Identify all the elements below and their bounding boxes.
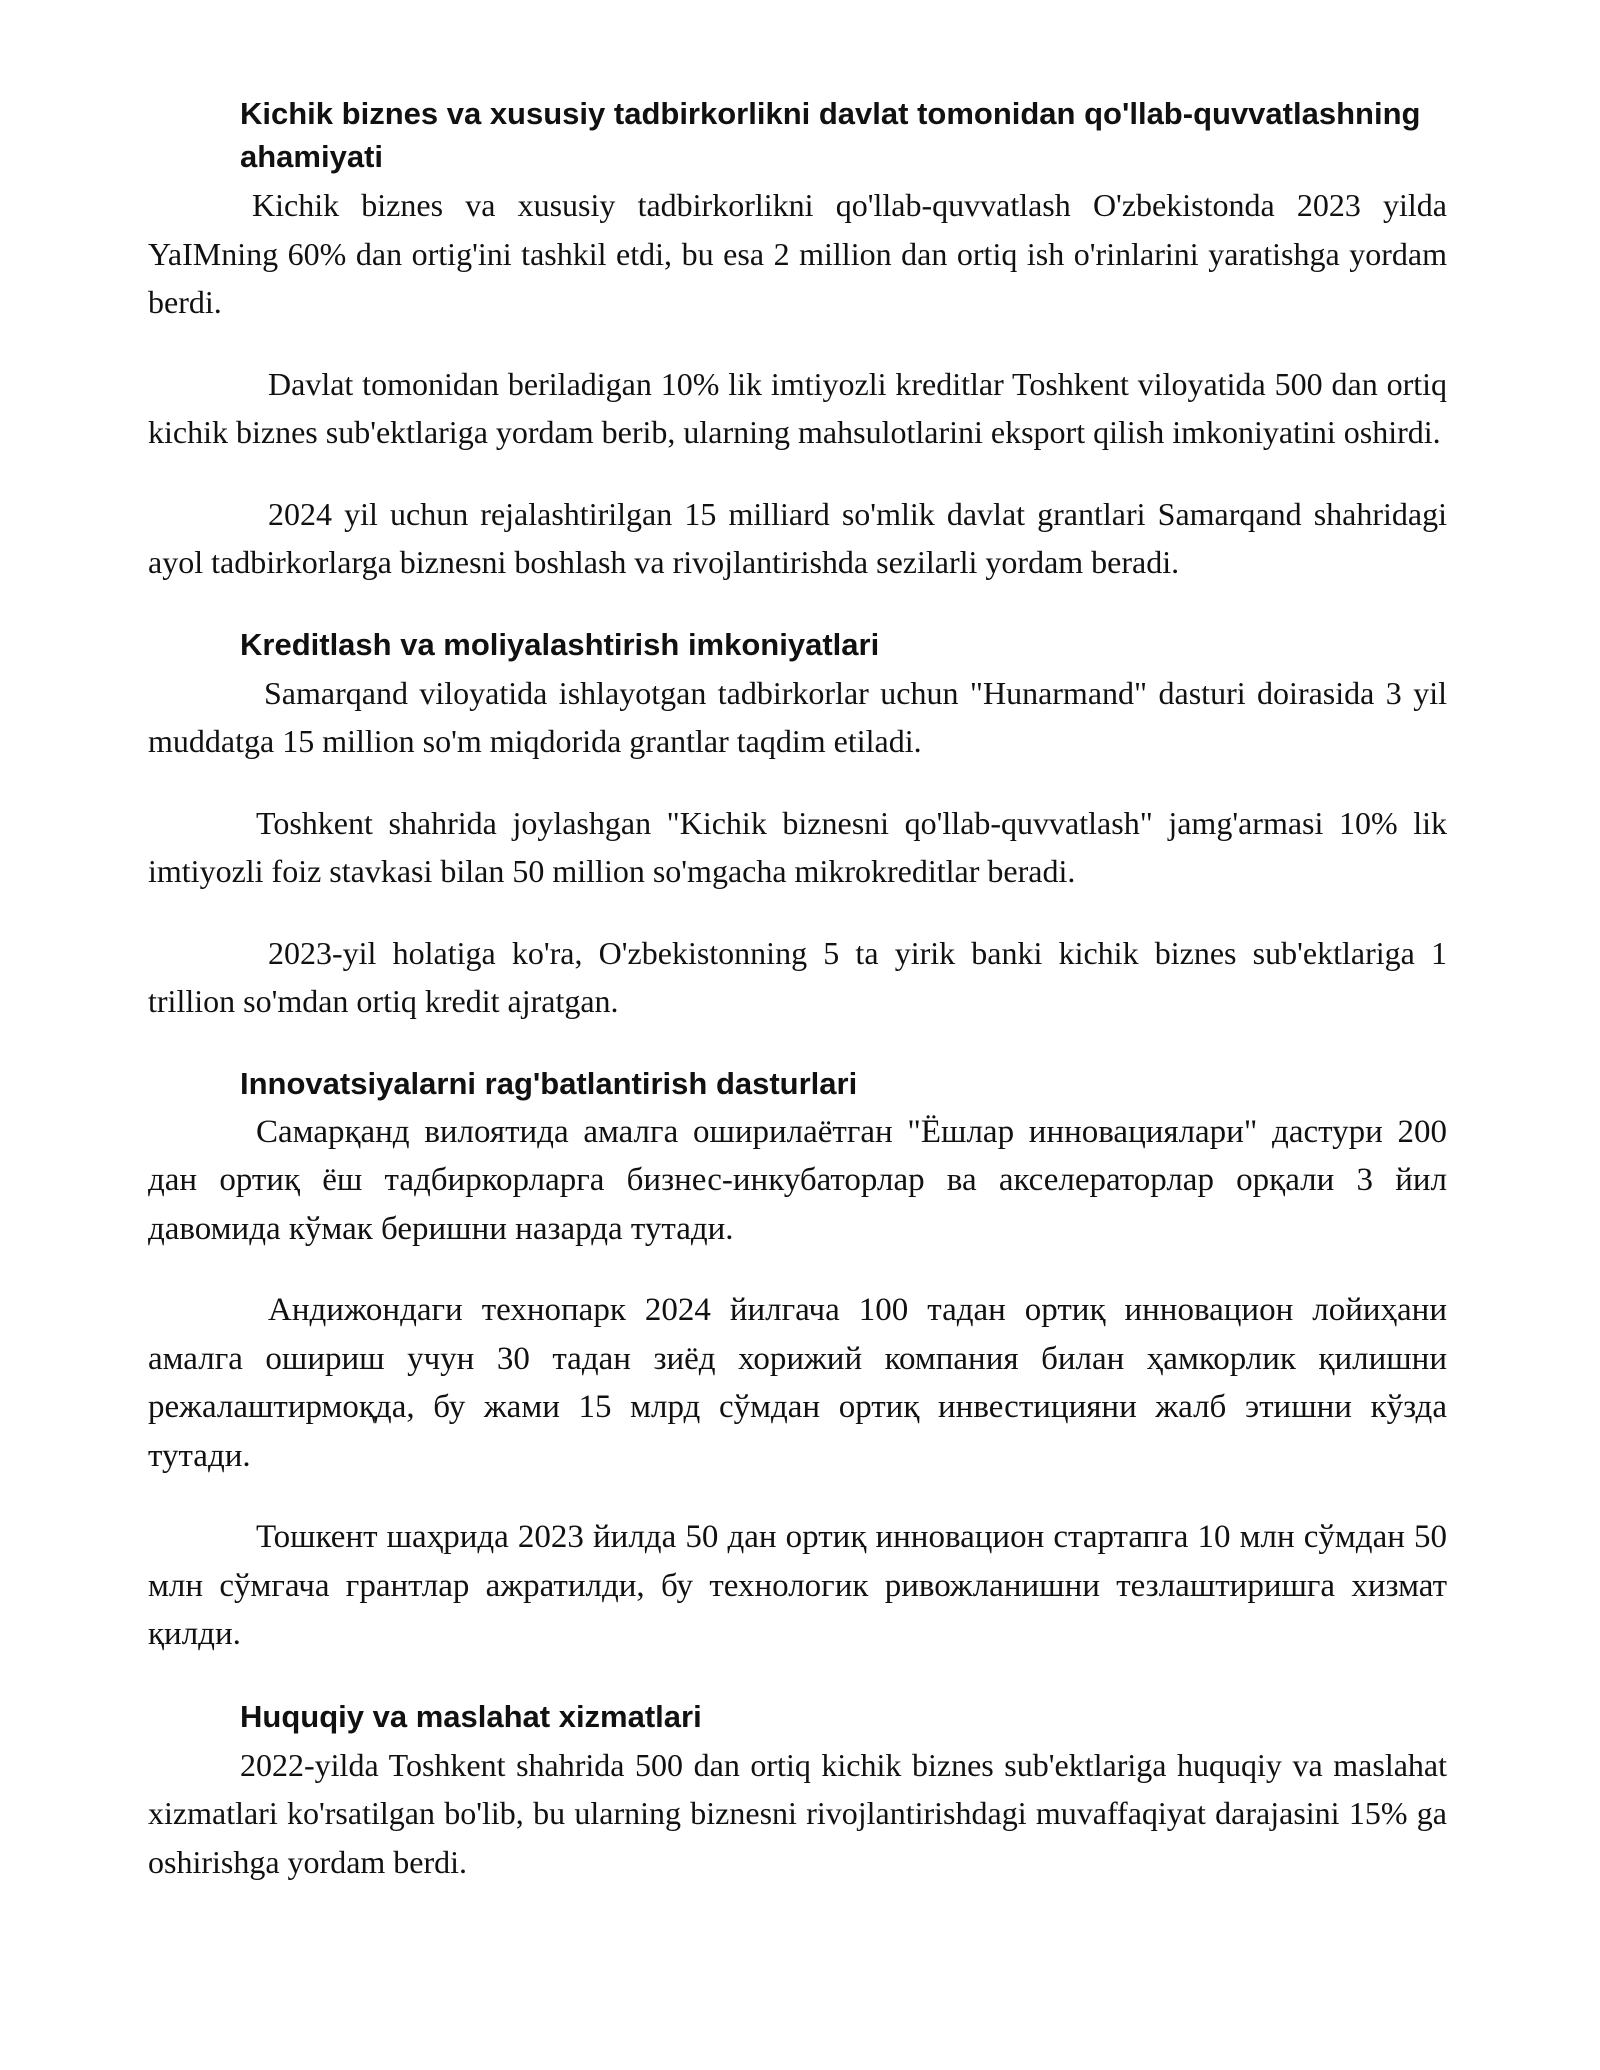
section-crediting	[148, 623, 1447, 1026]
paragraph: Самарқанд вилоятида амалга оширилаётган "Ёшлар инновациялари" дастури 200 дан ортиқ ёш тадбиркорларга бизнес-инкубаторлар ва акселераторлар орқали 3 йил давомида кўмак беришни назарда тутади.	[148, 1113, 1447, 1247]
paragraph: 2024 yil uchun rejalashtirilgan 15 milliard so'mlik davlat grantlari Samarqand shahridagi ayol tadbirkorlarga biznesni boshlash va rivojlantirishda sezilarli yordam beradi.	[148, 495, 1447, 580]
document-body	[148, 92, 1447, 1919]
section-state-support	[148, 92, 1447, 587]
paragraph: Андижондаги технопарк 2024 йилгача 100 тадан ортиқ инновацион лойиҳани амалга ошириш учун 30 тадан зиёд хорижий компания билан ҳамкорлик қилишни режалаштирмоқда, бу жами 15 млрд сўмдан ортиқ инвестицияни жалб этишни кўзда тутади.	[148, 1292, 1447, 1474]
paragraph: Toshkent shahrida joylashgan "Kichik biznesni qo'llab-quvvatlash" jamg'armasi 10% lik imtiyozli foiz stavkasi bilan 50 million so'mgacha mikrokreditlar beradi.	[148, 804, 1447, 889]
section-heading: Innovatsiyalarni rag'batlantirish dasturlari	[240, 1065, 858, 1101]
paragraph: Samarqand viloyatida ishlayotgan tadbirkorlar uchun "Hunarmand" dasturi doirasida 3 yil muddatga 15 million so'm miqdorida grantlar taqdim etiladi.	[148, 674, 1447, 759]
section-innovation	[148, 1062, 1447, 1659]
paragraph: Тошкент шаҳрида 2023 йилда 50 дан ортиқ инновацион стартапга 10 млн сўмдан 50 млн сўмгача грантлар ажратилди, бу технологик ривожланишни тезлаштиришга хизмат қилди.	[148, 1519, 1447, 1652]
paragraph: 2022-yilda Toshkent shahrida 500 dan ortiq kichik biznes sub'ektlariga huquqiy va maslahat xizmatlari ko'rsatilgan bo'lib, bu ularning biznesni rivojlantirishdagi muvaffaqiyat darajasini 15% ga oshirishga yordam berdi.	[148, 1746, 1447, 1880]
paragraph: Davlat tomonidan beriladigan 10% lik imtiyozli kreditlar Toshkent viloyatida 500 dan ortiq kichik biznes sub'ektlariga yordam berib, ularning mahsulotlarini eksport qilish imkoniyatini oshirdi.	[148, 365, 1447, 450]
section-heading: Kreditlash va moliyalashtirish imkoniyatlari	[240, 626, 880, 662]
paragraph: Kichik biznes va xususiy tadbirkorlikni qo'llab-quvvatlash O'zbekistonda 2023 yilda YaIMning 60% dan ortig'ini tashkil etdi, bu esa 2 million dan ortiq ish o'rinlarini yaratishga yordam berdi.	[148, 187, 1447, 320]
section-legal-services	[148, 1695, 1447, 1887]
paragraph: 2023-yil holatiga ko'ra, O'zbekistonning 5 ta yirik banki kichik biznes sub'ektlariga 1 trillion so'mdan ortiq kredit ajratgan.	[148, 934, 1447, 1019]
section-heading: Kichik biznes va xususiy tadbirkorlikni davlat tomonidan qo'llab-quvvatlashning ahamiyati	[240, 96, 1421, 174]
section-heading: Huquqiy va maslahat xizmatlari	[240, 1698, 702, 1734]
